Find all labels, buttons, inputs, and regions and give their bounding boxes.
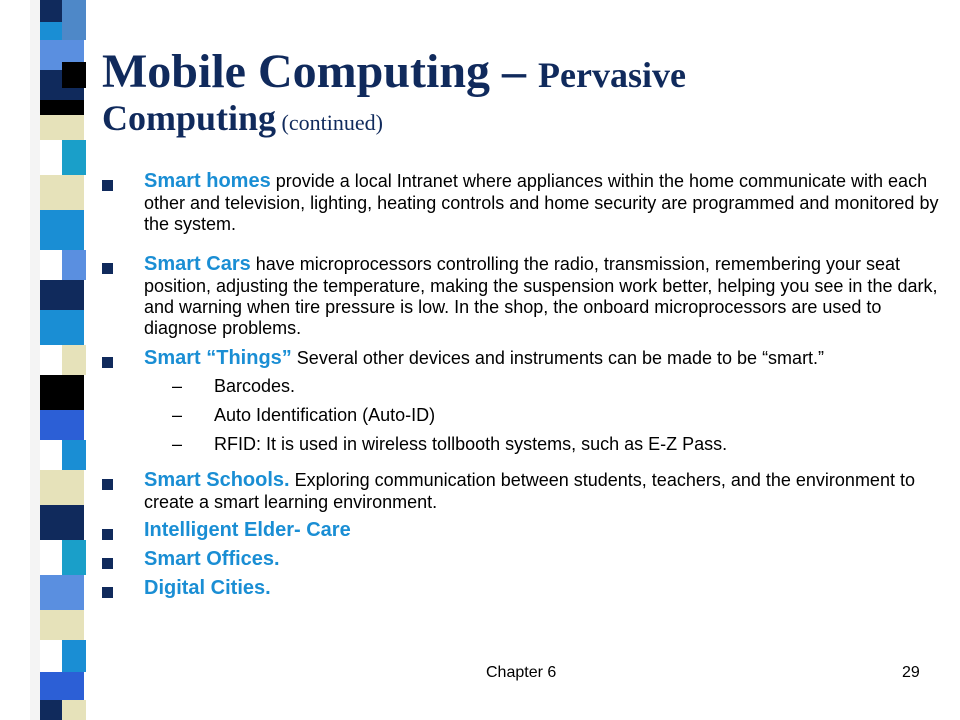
title-computing: Computing: [102, 97, 277, 138]
stripe-block: [40, 375, 84, 410]
sub-bullet-text: Barcodes.: [214, 376, 296, 396]
footer-page-number: 29: [902, 664, 920, 681]
stripe-block: [40, 310, 84, 345]
stripe-block: [40, 280, 84, 310]
stripe-block: [40, 575, 84, 610]
sub-bullet-text: Auto Identification (Auto-ID): [214, 405, 436, 425]
bullet-text: provide a local Intranet where appliances within the home communicate with each other and television, lighting, heating controls and home security are programmed and monitored by the system.: [144, 171, 939, 234]
stripe-block: [62, 700, 86, 720]
sub-bullet-item: [100, 434, 950, 455]
bullet-item: [100, 170, 950, 235]
sub-bullet-item: [100, 376, 950, 397]
bullet-list: [100, 170, 950, 600]
stripe-block: [40, 672, 84, 700]
title-main: Mobile Computing: [102, 45, 491, 98]
decorative-stripe: [0, 0, 92, 720]
stripe-block: [62, 345, 86, 375]
title-pervasive: Pervasive: [538, 55, 686, 95]
stripe-block: [40, 505, 84, 540]
bullet-item: [100, 253, 950, 339]
sub-bullet-dash: –: [172, 376, 183, 396]
sub-bullet-dash: –: [172, 405, 183, 425]
bullet-text: Exploring communication between students, teachers, and the environment to create a smart learning environment.: [144, 470, 915, 512]
bullet-text: have microprocessors controlling the radio, transmission, remembering your seat position, adjusting the temperature, making the suspension work better, helping you see in the dark, and warning when tire pressure is low. In the shop, the onboard microprocessors are used to diagnose problems.: [144, 254, 938, 338]
stripe-block: [62, 140, 86, 175]
bullet-lead: Smart Schools.: [144, 469, 290, 491]
stripe-block: [40, 470, 84, 505]
stripe-block: [62, 0, 86, 40]
bullet-item: [100, 347, 950, 370]
bullet-lead: Digital Cities.: [144, 577, 271, 599]
stripe-block: [62, 540, 86, 575]
bullet-lead: Smart “Things”: [144, 347, 292, 369]
bullet-item: [100, 548, 950, 571]
footer-chapter: Chapter 6: [486, 664, 557, 681]
stripe-block: [62, 640, 86, 672]
bullet-item: [100, 469, 950, 513]
bullet-square-icon: [102, 263, 113, 274]
bullet-lead: Intelligent Elder- Care: [144, 519, 351, 541]
stripe-block: [40, 410, 84, 440]
bullet-square-icon: [102, 587, 113, 598]
sub-bullet-text: RFID: It is used in wireless tollbooth systems, such as E-Z Pass.: [214, 434, 728, 454]
stripe-block: [62, 62, 86, 88]
bullet-lead: Smart Cars: [144, 253, 251, 275]
stripe-block: [40, 100, 84, 115]
stripe-block: [62, 440, 86, 470]
bullet-square-icon: [102, 479, 113, 490]
sub-bullet-dash: –: [172, 434, 183, 454]
stripe-edge: [30, 0, 40, 720]
bullet-square-icon: [102, 357, 113, 368]
bullet-square-icon: [102, 529, 113, 540]
stripe-block: [40, 210, 84, 250]
slide-title: [102, 46, 952, 138]
bullet-lead: Smart Offices.: [144, 548, 280, 570]
sub-bullet-item: [100, 405, 950, 426]
stripe-block: [40, 115, 84, 140]
stripe-block: [40, 610, 84, 640]
bullet-lead: Smart homes: [144, 170, 271, 192]
bullet-text: Several other devices and instruments can be made to be “smart.”: [291, 348, 825, 368]
bullet-square-icon: [102, 180, 113, 191]
bullet-item: [100, 577, 950, 600]
bullet-item: [100, 519, 950, 542]
stripe-block: [40, 175, 84, 210]
stripe-block: [62, 250, 86, 280]
title-dash: –: [490, 45, 539, 98]
title-continued: (continued): [276, 109, 383, 135]
bullet-square-icon: [102, 558, 113, 569]
